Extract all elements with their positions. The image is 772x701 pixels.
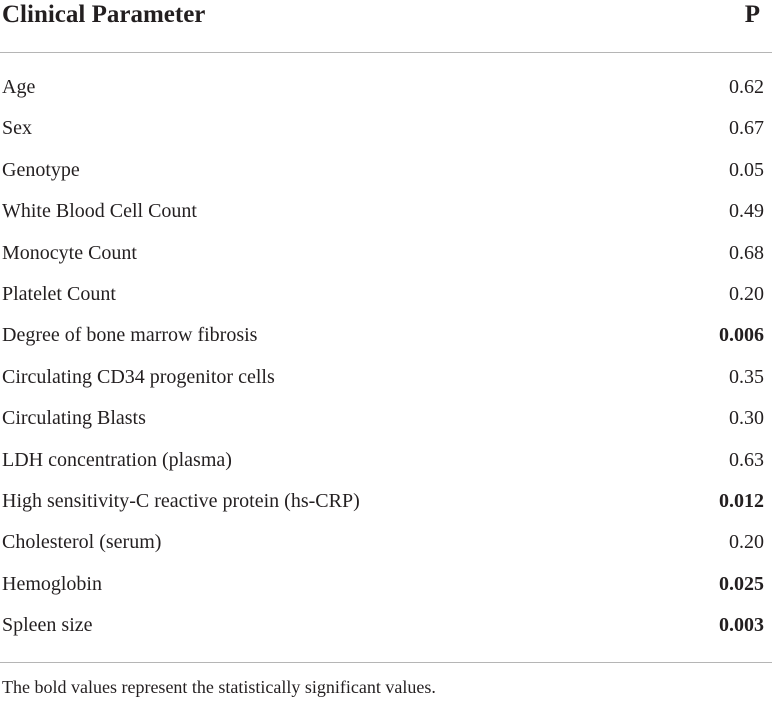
table-body	[0, 67, 772, 646]
row-p-value: 0.05	[729, 158, 764, 181]
row-parameter-label: Age	[2, 76, 36, 98]
row-parameter-label: Cholesterol (serum)	[2, 531, 162, 554]
table-row	[0, 108, 772, 149]
row-parameter-label: White Blood Cell Count	[2, 200, 197, 223]
row-p-value: 0.63	[729, 448, 764, 471]
row-p-value: 0.49	[729, 200, 764, 223]
table-row	[0, 398, 772, 439]
row-p-value: 0.025	[719, 572, 764, 595]
header-divider	[0, 52, 772, 53]
row-p-value: 0.35	[729, 365, 764, 388]
row-parameter-label: Hemoglobin	[2, 572, 102, 595]
table-row	[0, 67, 772, 108]
table-row	[0, 564, 772, 605]
row-parameter-label: Spleen size	[2, 614, 93, 637]
row-parameter-label: High sensitivity-C reactive protein (hs-CRP)	[2, 489, 360, 512]
table-header-row	[0, 0, 772, 52]
row-parameter-label: Genotype	[2, 158, 80, 181]
table-row	[0, 274, 772, 315]
row-p-value: 0.20	[729, 282, 764, 305]
row-p-value: 0.006	[719, 324, 764, 347]
row-p-value: 0.20	[729, 531, 764, 554]
table-row	[0, 481, 772, 522]
table-bottom-divider	[0, 662, 772, 663]
table-row	[0, 522, 772, 563]
header-p-value: P	[744, 1, 760, 28]
row-p-value: 0.67	[729, 117, 764, 140]
row-p-value: 0.012	[719, 489, 764, 512]
row-parameter-label: Circulating Blasts	[2, 407, 146, 430]
row-p-value: 0.68	[729, 241, 764, 264]
row-p-value: 0.30	[729, 407, 764, 430]
table-row	[0, 605, 772, 646]
row-parameter-label: Circulating CD34 progenitor cells	[2, 365, 275, 388]
table-row	[0, 191, 772, 232]
table-row	[0, 150, 772, 191]
header-clinical-parameter: Clinical Parameter	[2, 1, 206, 28]
row-parameter-label: Monocyte Count	[2, 241, 137, 264]
table-row	[0, 357, 772, 398]
row-p-value: 0.003	[719, 614, 764, 637]
row-parameter-label: LDH concentration (plasma)	[2, 448, 232, 471]
row-parameter-label: Sex	[2, 117, 32, 140]
table-footnote: The bold values represent the statistically significant values.	[2, 677, 436, 697]
row-parameter-label: Degree of bone marrow fibrosis	[2, 324, 258, 347]
row-p-value: 0.62	[729, 76, 764, 98]
row-parameter-label: Platelet Count	[2, 282, 116, 305]
table-row	[0, 315, 772, 356]
table-row	[0, 440, 772, 481]
table-row	[0, 233, 772, 274]
